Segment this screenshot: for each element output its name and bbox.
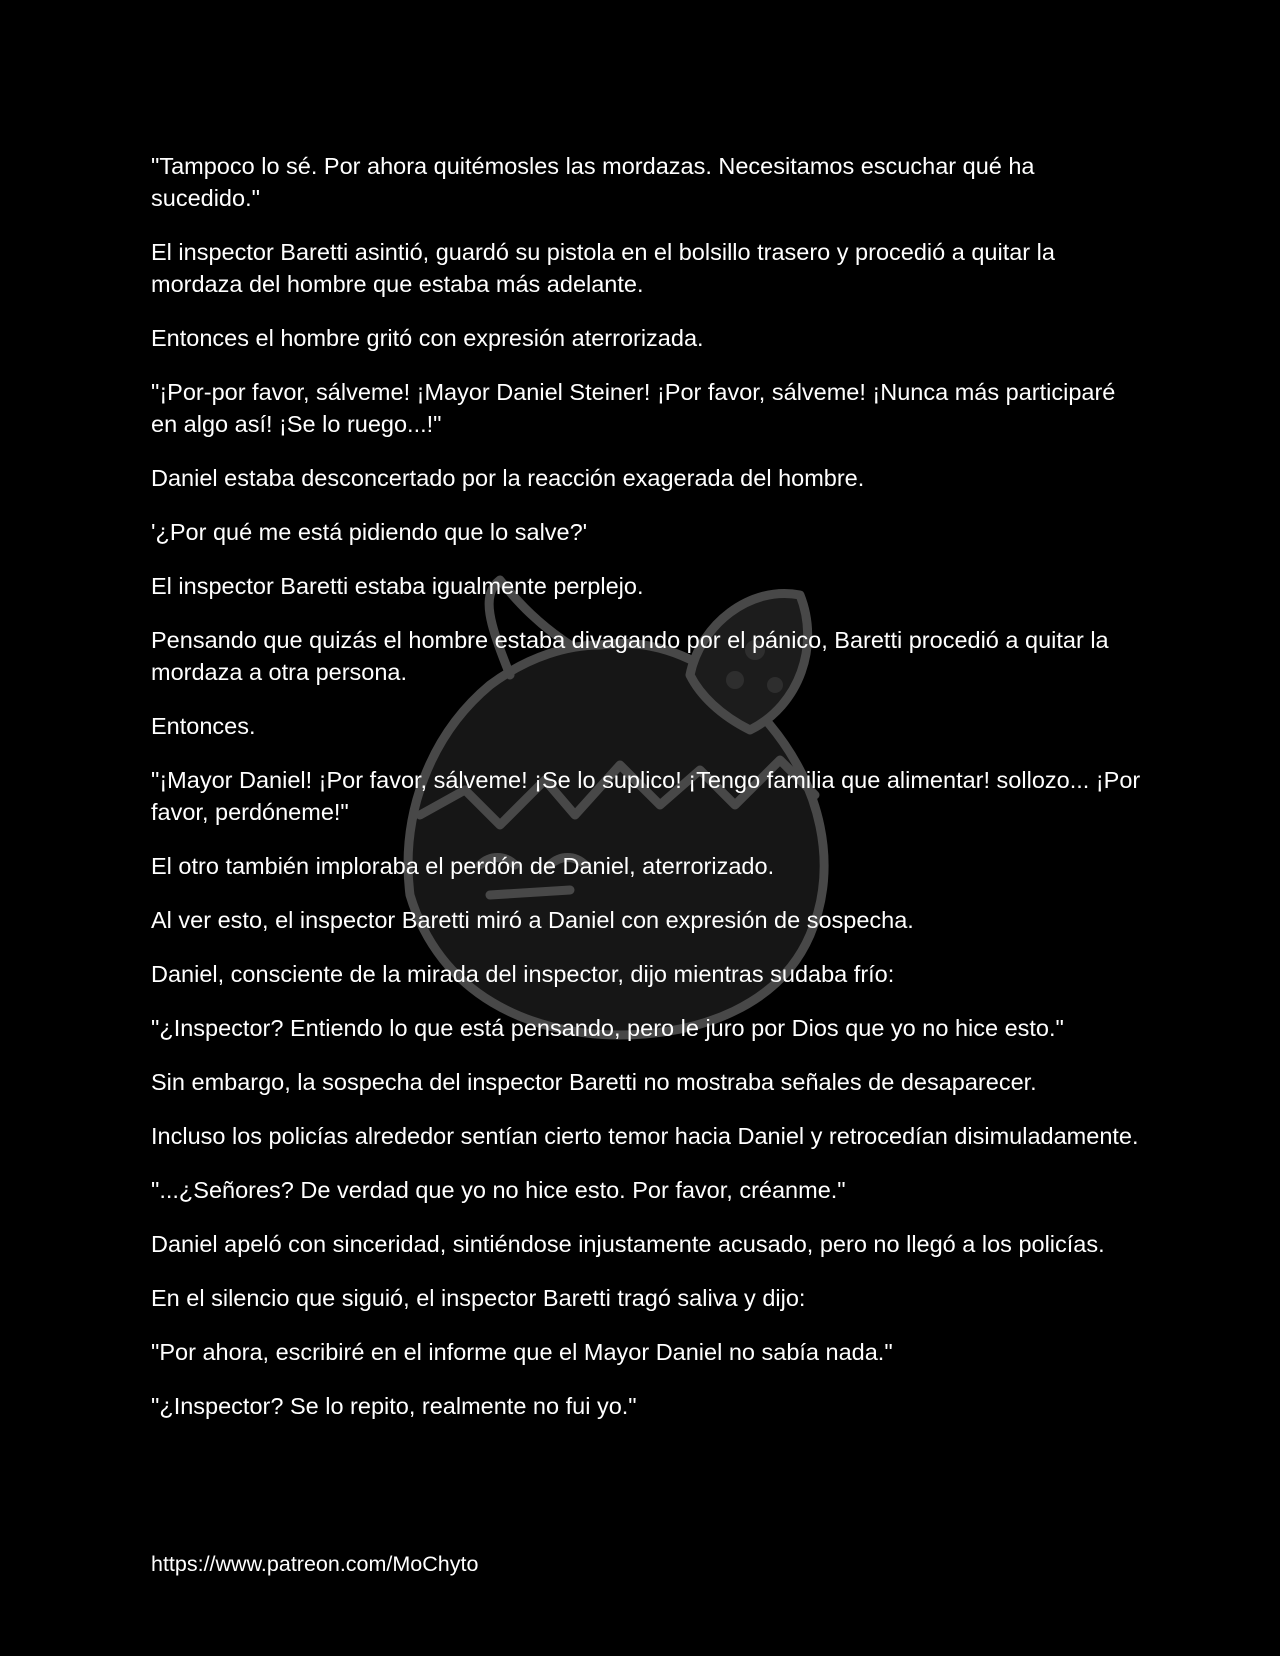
paragraph: Pensando que quizás el hombre estaba divagando por el pánico, Baretti procedió a quitar la mordaza a otra persona. xyxy=(151,627,1109,685)
paragraph: El otro también imploraba el perdón de Daniel, aterrorizado. xyxy=(151,853,775,879)
paragraph: "¿Inspector? Entiendo lo que está pensando, pero le juro por Dios que yo no hice esto." xyxy=(151,1015,1064,1041)
document-body xyxy=(151,150,1141,1444)
paragraph: "¿Inspector? Se lo repito, realmente no fui yo." xyxy=(151,1393,637,1419)
paragraph: El inspector Baretti asintió, guardó su pistola en el bolsillo trasero y procedió a quitar la mordaza del hombre que estaba más adelante. xyxy=(151,239,1055,297)
patreon-link[interactable]: https://www.patreon.com/MoChyto xyxy=(151,1552,479,1576)
paragraph: "Tampoco lo sé. Por ahora quitémosles las mordazas. Necesitamos escuchar qué ha sucedido." xyxy=(151,153,1035,211)
paragraph: Sin embargo, la sospecha del inspector Baretti no mostraba señales de desaparecer. xyxy=(151,1069,1037,1095)
paragraph: Al ver esto, el inspector Baretti miró a Daniel con expresión de sospecha. xyxy=(151,907,914,933)
paragraph: Incluso los policías alrededor sentían cierto temor hacia Daniel y retrocedían disimuladamente. xyxy=(151,1123,1139,1149)
paragraph: Entonces. xyxy=(151,713,256,739)
paragraph: "...¿Señores? De verdad que yo no hice esto. Por favor, créanme." xyxy=(151,1177,846,1203)
paragraph: Daniel estaba desconcertado por la reacción exagerada del hombre. xyxy=(151,465,865,491)
paragraph: Daniel, consciente de la mirada del inspector, dijo mientras sudaba frío: xyxy=(151,961,895,987)
paragraph: Entonces el hombre gritó con expresión aterrorizada. xyxy=(151,325,704,351)
paragraph: El inspector Baretti estaba igualmente perplejo. xyxy=(151,573,644,599)
paragraph: "¡Mayor Daniel! ¡Por favor, sálveme! ¡Se lo suplico! ¡Tengo familia que alimentar! sollozo... ¡Por favor, perdóneme!" xyxy=(151,767,1141,825)
paragraph: Daniel apeló con sinceridad, sintiéndose injustamente acusado, pero no llegó a los policías. xyxy=(151,1231,1105,1257)
paragraph: "¡Por-por favor, sálveme! ¡Mayor Daniel Steiner! ¡Por favor, sálveme! ¡Nunca más participaré en algo así! ¡Se lo ruego...!" xyxy=(151,379,1116,437)
paragraph: En el silencio que siguió, el inspector Baretti tragó saliva y dijo: xyxy=(151,1285,806,1311)
paragraph: "Por ahora, escribiré en el informe que el Mayor Daniel no sabía nada." xyxy=(151,1339,893,1365)
paragraph: '¿Por qué me está pidiendo que lo salve?' xyxy=(151,519,588,545)
